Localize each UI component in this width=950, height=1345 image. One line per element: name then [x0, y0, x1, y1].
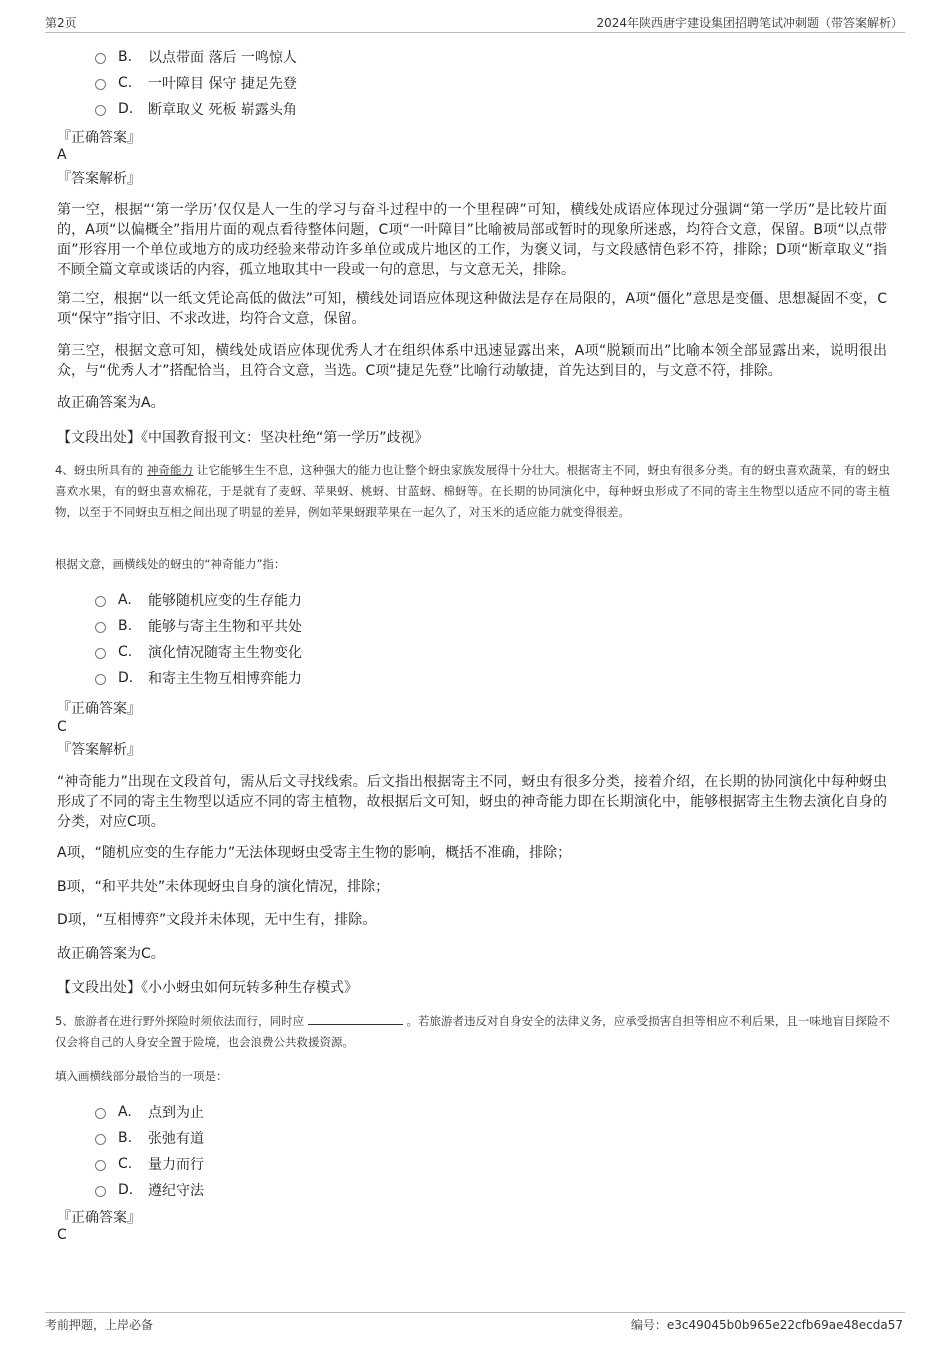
option-letter: D. [118, 101, 134, 117]
q4-analysis-conclusion: 故正确答案为C。 [57, 946, 165, 962]
radio-icon[interactable] [95, 1160, 106, 1171]
q3-analysis-paragraph-3: 第三空，根据文意可知，横线处成语应体现优秀人才在组织体系中迅速显露出来，A项“脱颖而出”比喻本领全部显露出来，说明很出众，与“优秀人才”搭配恰当，且符合文意，当选。C项“捷足先登”比喻行动敏捷，首先达到目的，与文意不符，排除。 [57, 343, 887, 379]
option-letter: D. [118, 670, 134, 686]
option-letter: C. [118, 644, 133, 660]
source-title: 《小小蚜虫如何玩转多种生存模式》 [141, 980, 358, 996]
q4-analysis-paragraph-1: “神奇能力”出现在文段首句，需从后文寻找线索。后文指出根据寄主不同，蚜虫有很多分类，接着介绍，在长期的协同演化中每种蚜虫形成了不同的寄主生物型以适应不同的寄主植物，故根据后文可知，蚜虫的神奇能力即在长期演化中，能够根据寄主生物去演化自身的分类，对应C项。 [57, 774, 887, 830]
radio-icon[interactable] [95, 1108, 106, 1119]
q3-source [57, 427, 429, 447]
option-letter: B. [118, 1130, 133, 1146]
q3-analysis-label: 『答案解析』 [57, 171, 141, 187]
q4-source [57, 977, 358, 997]
option-text: 量力而行 [148, 1157, 204, 1173]
option-letter: B. [118, 618, 133, 634]
q5-option-a[interactable] [95, 1101, 204, 1123]
q4-stem [55, 460, 890, 523]
q3-analysis-conclusion: 故正确答案为A。 [57, 395, 165, 411]
option-letter: C. [118, 1156, 133, 1172]
q3-analysis-paragraph-1: 第一空，根据“‘第一学历’仅仅是人一生的学习与奋斗过程中的一个里程碑”可知，横线处成语应体现过分强调“第一学历”是比较片面的，A项“以偏概全”指用片面的观点看待整体问题，C项“一叶障目”比喻被局部或暂时的现象所迷惑，均符合文意，保留。B项“以点带面”形容用一个单位或地方的成功经验来带动许多单位或成片地区的工作，为褒义词，与文段感情色彩不符，排除；D项“断章取义”指不顾全篇文章或谈话的内容，孤立地取其中一段或一句的意思，与文意无关，排除。 [57, 202, 887, 278]
q3-option-c[interactable] [95, 72, 297, 94]
q5-answer: C [57, 1227, 67, 1243]
q5-option-d[interactable] [95, 1179, 204, 1201]
q4-option-c[interactable] [95, 641, 302, 663]
source-label: 【文段出处】 [57, 430, 141, 446]
q3-option-d[interactable] [95, 98, 297, 120]
option-text: 点到为止 [148, 1105, 204, 1121]
q3-option-b[interactable] [95, 46, 297, 68]
q4-analysis-label: 『答案解析』 [57, 742, 141, 758]
option-text: 和寄主生物互相博弈能力 [148, 671, 302, 687]
fill-blank[interactable] [308, 1012, 403, 1025]
option-text: 以点带面 落后 一鸣惊人 [148, 50, 297, 66]
radio-icon[interactable] [95, 1134, 106, 1145]
q4-option-d[interactable] [95, 667, 302, 689]
q4-option-b[interactable] [95, 615, 302, 637]
stem-text: 让它能够生生不息，这种强大的能力也让整个蚜虫家族发展得十分壮大。根据寄主不同，蚜虫有很多分类。有的蚜虫喜欢蔬菜，有的蚜虫喜欢水果，有的蚜虫喜欢棉花，于是就有了麦蚜、苹果蚜、桃蚜、甘蓝蚜、棉蚜等。在长期的协同演化中，每种蚜虫形成了不同的寄主生物型以适应不同的寄主植物，以至于不同蚜虫互相之间出现了明显的差异，例如苹果蚜跟苹果在一起久了，对玉米的适应能力就变得很差。 [55, 463, 891, 519]
radio-icon[interactable] [95, 596, 106, 607]
q4-question: 根据文意，画横线处的蚜虫的“神奇能力”指： [55, 557, 286, 571]
option-letter: C. [118, 75, 133, 91]
stem-text: 4、蚜虫所具有的 [55, 463, 144, 477]
radio-icon[interactable] [95, 79, 106, 90]
radio-icon[interactable] [95, 648, 106, 659]
underlined-phrase: 神奇能力 [146, 463, 194, 477]
q3-answer-label: 『正确答案』 [57, 130, 141, 146]
q4-analysis-option-a: A项，“随机应变的生存能力”无法体现蚜虫受寄主生物的影响，概括不准确，排除； [57, 845, 572, 861]
q4-option-a[interactable] [95, 589, 302, 611]
option-letter: B. [118, 49, 133, 65]
page-number: 第2页 [45, 16, 77, 30]
q4-answer-label: 『正确答案』 [57, 701, 141, 717]
page-header [45, 12, 905, 33]
option-text: 能够与寄主生物和平共处 [148, 619, 302, 635]
q5-option-b[interactable] [95, 1127, 204, 1149]
option-letter: D. [118, 1182, 134, 1198]
q3-answer: A [57, 147, 67, 163]
radio-icon[interactable] [95, 674, 106, 685]
option-letter: A. [118, 1104, 132, 1120]
option-letter: A. [118, 592, 132, 608]
document-title: 2024年陕西唐宇建设集团招聘笔试冲刺题（带答案解析） [596, 16, 903, 30]
radio-icon[interactable] [95, 105, 106, 116]
option-text: 演化情况随寄主生物变化 [148, 645, 302, 661]
page-footer [45, 1312, 905, 1333]
q4-analysis-option-b: B项，“和平共处”未体现蚜虫自身的演化情况，排除； [57, 879, 390, 895]
option-text: 张弛有道 [148, 1131, 204, 1147]
q4-answer: C [57, 719, 67, 735]
radio-icon[interactable] [95, 53, 106, 64]
option-text: 断章取义 死板 崭露头角 [148, 102, 297, 118]
stem-text: 5、旅游者在进行野外探险时须依法而行，同时应 [55, 1014, 305, 1028]
option-text: 一叶障目 保守 捷足先登 [148, 76, 297, 92]
q4-analysis-option-d: D项，“互相博弈”文段并未体现，无中生有，排除。 [57, 912, 377, 928]
source-title: 《中国教育报刊文：坚决杜绝“第一学历”歧视》 [141, 430, 429, 446]
option-text: 能够随机应变的生存能力 [148, 593, 302, 609]
source-label: 【文段出处】 [57, 980, 141, 996]
footer-slogan: 考前押题，上岸必备 [45, 1318, 154, 1332]
option-text: 遵纪守法 [148, 1183, 204, 1199]
radio-icon[interactable] [95, 622, 106, 633]
q5-option-c[interactable] [95, 1153, 204, 1175]
q3-analysis-paragraph-2: 第二空，根据“以一纸文凭论高低的做法”可知，横线处词语应体现这种做法是存在局限的，A项“僵化”意思是变僵、思想凝固不变，C项“保守”指守旧、不求改进，均符合文意，保留。 [57, 291, 887, 327]
radio-icon[interactable] [95, 1186, 106, 1197]
q5-question: 填入画横线部分最恰当的一项是： [55, 1069, 228, 1083]
q5-stem [55, 1011, 890, 1053]
q5-answer-label: 『正确答案』 [57, 1210, 141, 1226]
document-id: 编号：e3c49045b0b965e22cfb69ae48ecda57 [630, 1318, 903, 1332]
stem-text: 。若旅游者违反对自身安全的法律义务，应承受损害自担等相应不利后果，且一味地盲目探险不仅会将自己的人身安全置于险境，也会浪费公共救援资源。 [55, 1014, 890, 1049]
